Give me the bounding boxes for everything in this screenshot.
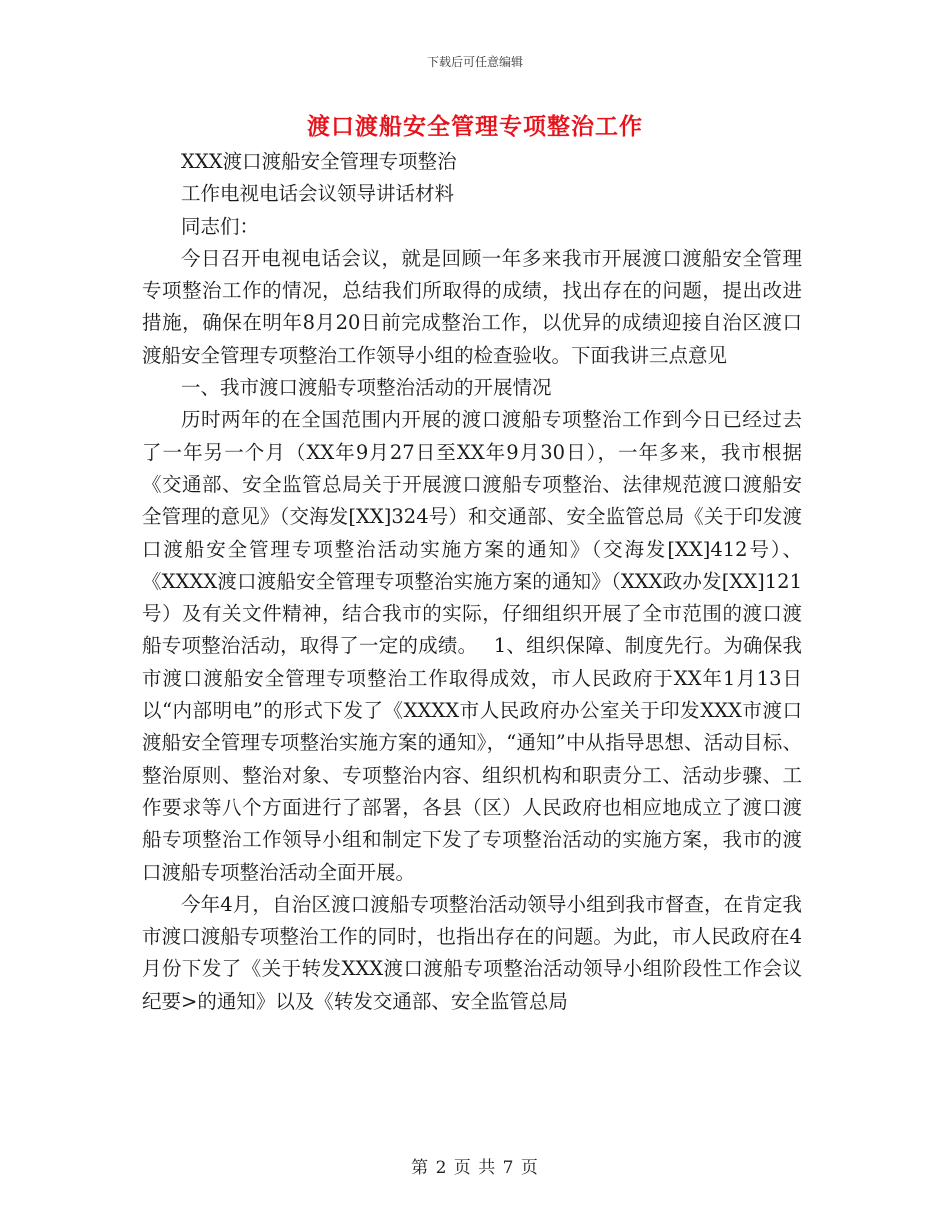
salutation: 同志们： xyxy=(181,214,260,238)
speech-heading-line-2: 工作电视电话会议领导讲话材料 xyxy=(181,182,455,206)
document-title: 渡口渡船安全管理专项整治工作 xyxy=(307,113,643,140)
section-heading-1: 一、我市渡口渡船专项整治活动的开展情况 xyxy=(181,376,552,400)
paragraph-april: 今年4月，自治区渡口渡船专项整治活动领导小组到我市督查，在肯定我市渡口渡船专项整治工作的同时，也指出存在的问题。为此，市人民政府在4月份下发了《关于转发XXX渡口渡船专项整治活动领导小组阶段性工作会议纪要>的通知》以及《转发交通部、安全监管总局 xyxy=(142,892,802,1013)
page-number: 第 2 页 共 7 页 xyxy=(411,1158,539,1178)
paragraph-progress: 历时两年的在全国范围内开展的渡口渡船专项整治工作到今日已经过去了一年另一个月（XX年9月27日至XX年9月30日），一年多来，我市根据《交通部、安全监管总局关于开展渡口渡船专项整治、法律规范渡口渡船安全管理的意见》（交海发[XX]324号）和交通部、安全监管总局《关于印发渡口渡船安全管理专项整治活动实施方案的通知》（交海发[XX]412号）、《XXXX渡口渡船安全管理专项整治实施方案的通知》（XXX政办发[XX]121号）及有关文件精神，结合我市的实际，仔细组织开展了全市范围的渡口渡船专项整治活动，取得了一定的成绩。 1、组织保障、制度先行。为确保我市渡口渡船安全管理专项整治工作取得成效，市人民政府于XX年1月13日以“内部明电”的形式下发了《XXXX市人民政府办公室关于印发XXX市渡口渡船安全管理专项整治实施方案的通知》，“通知”中从指导思想、活动目标、整治原则、整治对象、专项整治内容、组织机构和职责分工、活动步骤、工作要求等八个方面进行了部署，各县（区）人民政府也相应地成立了渡口渡船专项整治工作领导小组和制定下发了专项整治活动的实施方案，我市的渡口渡船专项整治活动全面开展。 xyxy=(142,408,802,884)
document-body xyxy=(142,146,802,1018)
page-header-note: 下载后可任意编辑 xyxy=(426,55,523,69)
paragraph-intro: 今日召开电视电话会议，就是回顾一年多来我市开展渡口渡船安全管理专项整治工作的情况，总结我们所取得的成绩，找出存在的问题，提出改进措施，确保在明年8月20日前完成整治工作，以优异的成绩迎接自治区渡口渡船安全管理专项整治工作领导小组的检查验收。下面我讲三点意见 xyxy=(142,246,802,367)
speech-heading-line-1: XXX渡口渡船安全管理专项整治 xyxy=(181,150,457,173)
